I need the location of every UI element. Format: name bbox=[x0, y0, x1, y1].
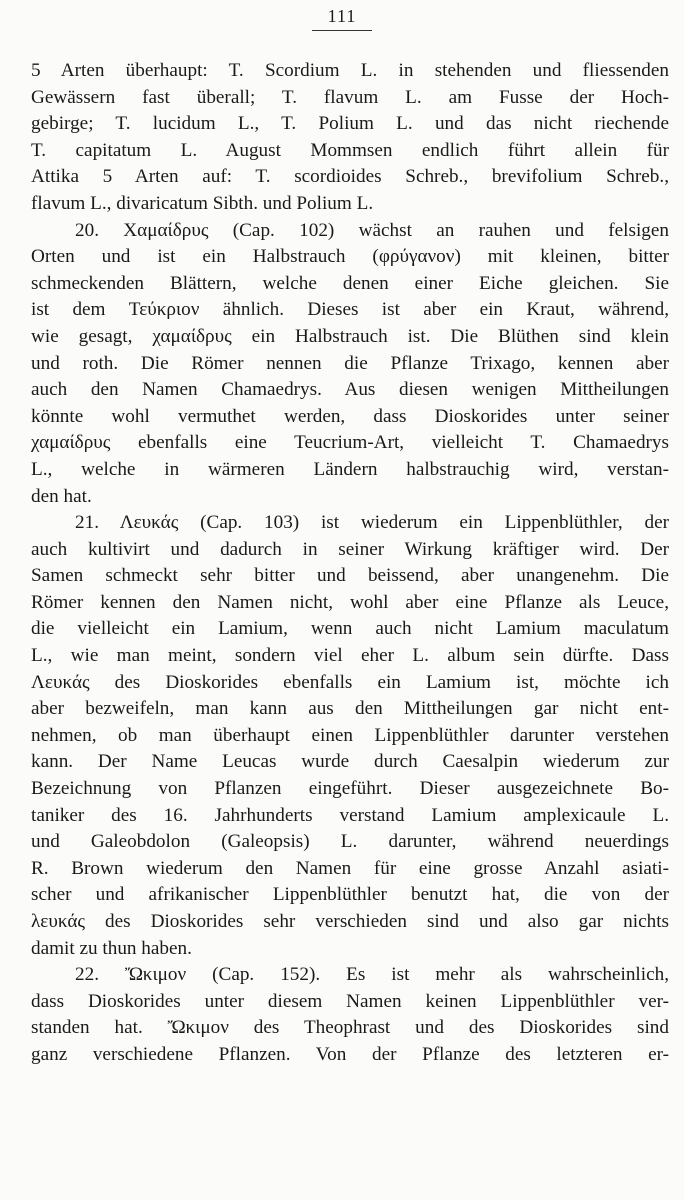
text-line: Samen schmeckt sehr bitter und beissend, aber unangenehm. Die bbox=[31, 565, 669, 587]
text-line: Römer kennen den Namen nicht, wohl aber eine Pflanze als Leuce, bbox=[31, 591, 669, 613]
text-line: flavum L., divaricatum Sibth. und Polium L. bbox=[31, 192, 374, 214]
text-line: Orten und ist ein Halbstrauch (φρύγανον) mit kleinen, bitter bbox=[31, 246, 669, 268]
text-line: ist dem Τεύκριον ähnlich. Dieses ist aber ein Kraut, während, bbox=[31, 299, 669, 321]
text-line: dass Dioskorides unter diesem Namen keinen Lippenblüthler ver- bbox=[31, 990, 669, 1012]
text-line: Gewässern fast überall; T. flavum L. am Fusse der Hoch- bbox=[31, 86, 669, 108]
page-number: 111 bbox=[312, 6, 373, 31]
text-line: gebirge; T. lucidum L., T. Polium L. und das nicht riechende bbox=[31, 113, 669, 135]
text-line: L., welche in wärmeren Ländern halbstrauchig wird, verstan- bbox=[31, 458, 669, 480]
text-line: nehmen, ob man überhaupt einen Lippenblüthler darunter verstehen bbox=[31, 724, 669, 746]
text-line: λευκάς des Dioskorides sehr verschieden sind und also gar nichts bbox=[31, 911, 669, 932]
text-line: standen hat. Ὤκιμον des Theophrast und des Dioskorides sind bbox=[31, 1017, 669, 1039]
text-line: χαμαίδρυς ebenfalls eine Teucrium-Art, vielleicht T. Chamaedrys bbox=[31, 432, 669, 454]
text-line: Bezeichnung von Pflanzen eingeführt. Dieser ausgezeichnete Bo- bbox=[31, 778, 669, 800]
text-line: ganz verschiedene Pflanzen. Von der Pflanze des letzteren er- bbox=[31, 1043, 669, 1065]
text-line: wie gesagt, χαμαίδρυς ein Halbstrauch ist. Die Blüthen sind klein bbox=[31, 325, 669, 347]
text-line: scher und afrikanischer Lippenblüthler benutzt hat, die von der bbox=[31, 884, 669, 906]
text-line: R. Brown wiederum den Namen für eine grosse Anzahl asiati- bbox=[31, 857, 669, 879]
text-line: die vielleicht ein Lamium, wenn auch nicht Lamium maculatum bbox=[31, 618, 669, 640]
text-line: T. capitatum L. August Mommsen endlich führt allein für bbox=[31, 139, 669, 161]
text-line: kann. Der Name Leucas wurde durch Caesalpin wiederum zur bbox=[31, 751, 669, 773]
text-line: 22. Ὤκιμον (Cap. 152). Es ist mehr als wahrscheinlich, bbox=[75, 964, 669, 986]
text-line: könnte wohl vermuthet werden, dass Dioskorides unter seiner bbox=[31, 405, 669, 427]
body-text bbox=[31, 58, 669, 1069]
text-line: aber bezweifeln, man kann aus den Mittheilungen gar nicht ent- bbox=[31, 698, 669, 720]
text-line: Attika 5 Arten auf: T. scordioides Schreb., brevifolium Schreb., bbox=[31, 166, 669, 188]
text-line: und roth. Die Römer nennen die Pflanze Trixago, kennen aber bbox=[31, 352, 669, 374]
text-line: schmeckenden Blättern, welche denen einer Eiche gleichen. Sie bbox=[31, 272, 669, 294]
text-line: 5 Arten überhaupt: T. Scordium L. in stehenden und fliessenden bbox=[31, 60, 669, 81]
text-line: den hat. bbox=[31, 485, 92, 507]
text-line: auch den Namen Chamaedrys. Aus diesen wenigen Mittheilungen bbox=[31, 379, 669, 401]
text-line: taniker des 16. Jahrhunderts verstand Lamium amplexicaule L. bbox=[31, 804, 669, 826]
text-line: auch kultivirt und dadurch in seiner Wirkung kräftiger wird. Der bbox=[31, 538, 669, 560]
text-line: Λευκάς des Dioskorides ebenfalls ein Lamium ist, möchte ich bbox=[31, 671, 669, 693]
text-line: L., wie man meint, sondern viel eher L. album sein dürfte. Dass bbox=[31, 645, 669, 667]
text-line: und Galeobdolon (Galeopsis) L. darunter, während neuerdings bbox=[31, 831, 669, 853]
text-line: damit zu thun haben. bbox=[31, 937, 192, 959]
text-line: 20. Χαμαίδρυς (Cap. 102) wächst an rauhen und felsigen bbox=[75, 219, 669, 241]
page-header bbox=[0, 6, 684, 31]
text-line: 21. Λευκάς (Cap. 103) ist wiederum ein Lippenblüthler, der bbox=[75, 512, 669, 534]
